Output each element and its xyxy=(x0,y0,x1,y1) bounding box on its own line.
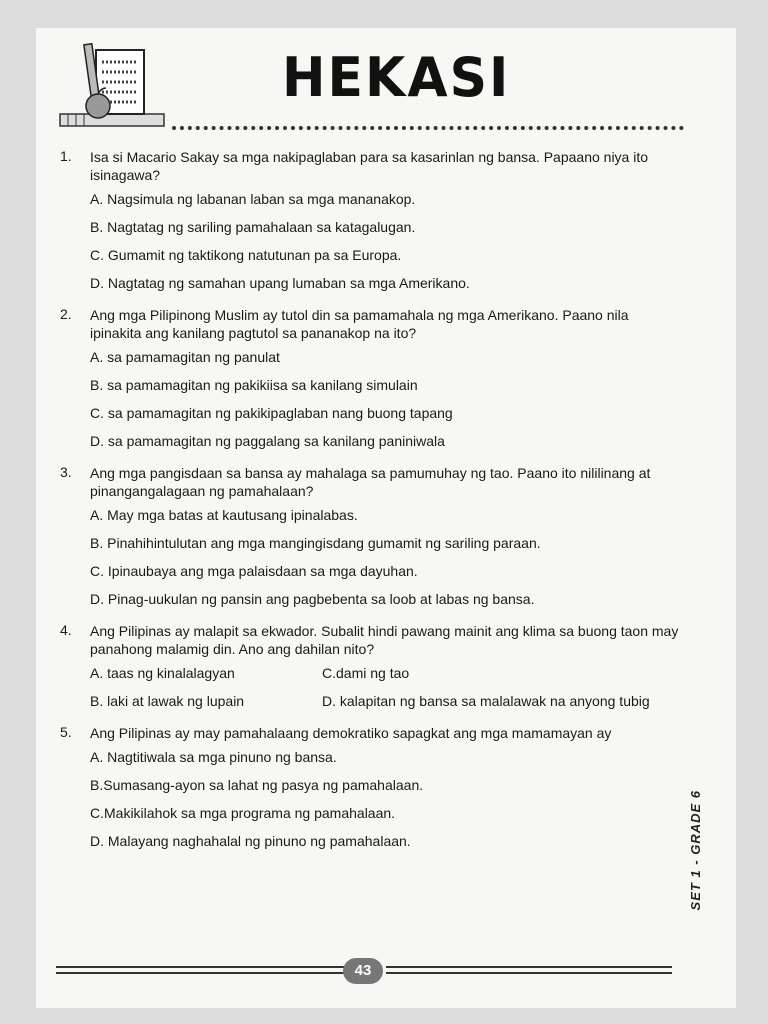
answer-option: B. laki at lawak ng lupain xyxy=(90,693,245,709)
answer-option: A. Nagtitiwala sa mga pinuno ng bansa. xyxy=(90,749,337,765)
answer-options xyxy=(90,190,680,292)
answer-option: D. Malayang naghahalal ng pinuno ng pamahalaan. xyxy=(90,833,411,849)
question-text: Isa si Macario Sakay sa mga nakipaglaban para sa kasarinlan ng bansa. Papaano niya ito isinagawa? xyxy=(90,149,649,183)
answer-options xyxy=(90,664,680,710)
footer-rule xyxy=(386,972,672,974)
answer-option: D. sa pamamagitan ng paggalang sa kanilang paniniwala xyxy=(90,433,445,449)
side-label xyxy=(688,790,710,930)
question-list xyxy=(60,148,680,864)
answer-option: C. Ipinaubaya ang mga palaisdaan sa mga dayuhan. xyxy=(90,563,418,579)
side-label-text: SET 1 - GRADE 6 xyxy=(688,790,703,911)
answer-options xyxy=(90,748,680,850)
answer-option: B. Pinahihintulutan ang mga mangingisdang gumamit ng sariling paraan. xyxy=(90,535,541,551)
answer-options xyxy=(90,506,680,608)
page-title: HEKASI xyxy=(282,46,511,110)
question-number: 5. xyxy=(60,724,72,740)
answer-option: D. kalapitan ng bansa sa malalawak na anyong tubig xyxy=(322,693,650,709)
answer-option-row xyxy=(90,692,680,710)
question-number: 1. xyxy=(60,148,72,164)
answer-option: C. sa pamamagitan ng pakikipaglaban nang buong tapang xyxy=(90,405,453,421)
question xyxy=(60,622,680,710)
page-number: 43 xyxy=(343,958,383,984)
question-text: Ang mga pangisdaan sa bansa ay mahalaga sa pamumuhay ng tao. Paano ito nililinang at pinangangalagaan ng pamahalaan? xyxy=(90,465,651,499)
question-number: 3. xyxy=(60,464,72,480)
answer-options xyxy=(90,348,680,450)
footer-rule xyxy=(386,966,672,968)
question-text: Ang mga Pilipinong Muslim ay tutol din sa pamamahala ng mga Amerikano. Paano nila ipinakita ang kanilang pagtutol sa pananakop na ito? xyxy=(90,307,629,341)
footer-rule xyxy=(56,966,346,968)
answer-option: B. Nagtatag ng sariling pamahalaan sa katagalugan. xyxy=(90,219,416,235)
title-dotted-divider xyxy=(172,126,684,130)
question-number: 4. xyxy=(60,622,72,638)
footer-rule xyxy=(56,972,346,974)
question-number: 2. xyxy=(60,306,72,322)
answer-option: C. Gumamit ng taktikong natutunan pa sa Europa. xyxy=(90,247,402,263)
question-text: Ang Pilipinas ay malapit sa ekwador. Subalit hindi pawang mainit ang klima sa buong taon may panahong malamig din. Ano ang dahilan nito? xyxy=(90,623,679,657)
question xyxy=(60,306,680,450)
answer-option: D. Nagtatag ng samahan upang lumaban sa mga Amerikano. xyxy=(90,275,470,291)
question-text: Ang Pilipinas ay may pamahalaang demokratiko sapagkat ang mga mamamayan ay xyxy=(90,725,612,741)
question xyxy=(60,148,680,292)
notepad-apple-icon xyxy=(58,40,168,130)
answer-option: B.Sumasang-ayon sa lahat ng pasya ng pamahalaan. xyxy=(90,777,424,793)
answer-option: A. Nagsimula ng labanan laban sa mga mananakop. xyxy=(90,191,416,207)
answer-option-row xyxy=(90,664,680,682)
answer-option: A. May mga batas at kautusang ipinalabas. xyxy=(90,507,358,523)
question xyxy=(60,724,680,850)
answer-option: A. sa pamamagitan ng panulat xyxy=(90,349,280,365)
answer-option: C.dami ng tao xyxy=(322,665,410,681)
answer-option: C.Makikilahok sa mga programa ng pamahalaan. xyxy=(90,805,396,821)
answer-option: B. sa pamamagitan ng pakikiisa sa kanilang simulain xyxy=(90,377,418,393)
answer-option: D. Pinag-uukulan ng pansin ang pagbebenta sa loob at labas ng bansa. xyxy=(90,591,535,607)
answer-option: A. taas ng kinalalagyan xyxy=(90,665,235,681)
question xyxy=(60,464,680,608)
